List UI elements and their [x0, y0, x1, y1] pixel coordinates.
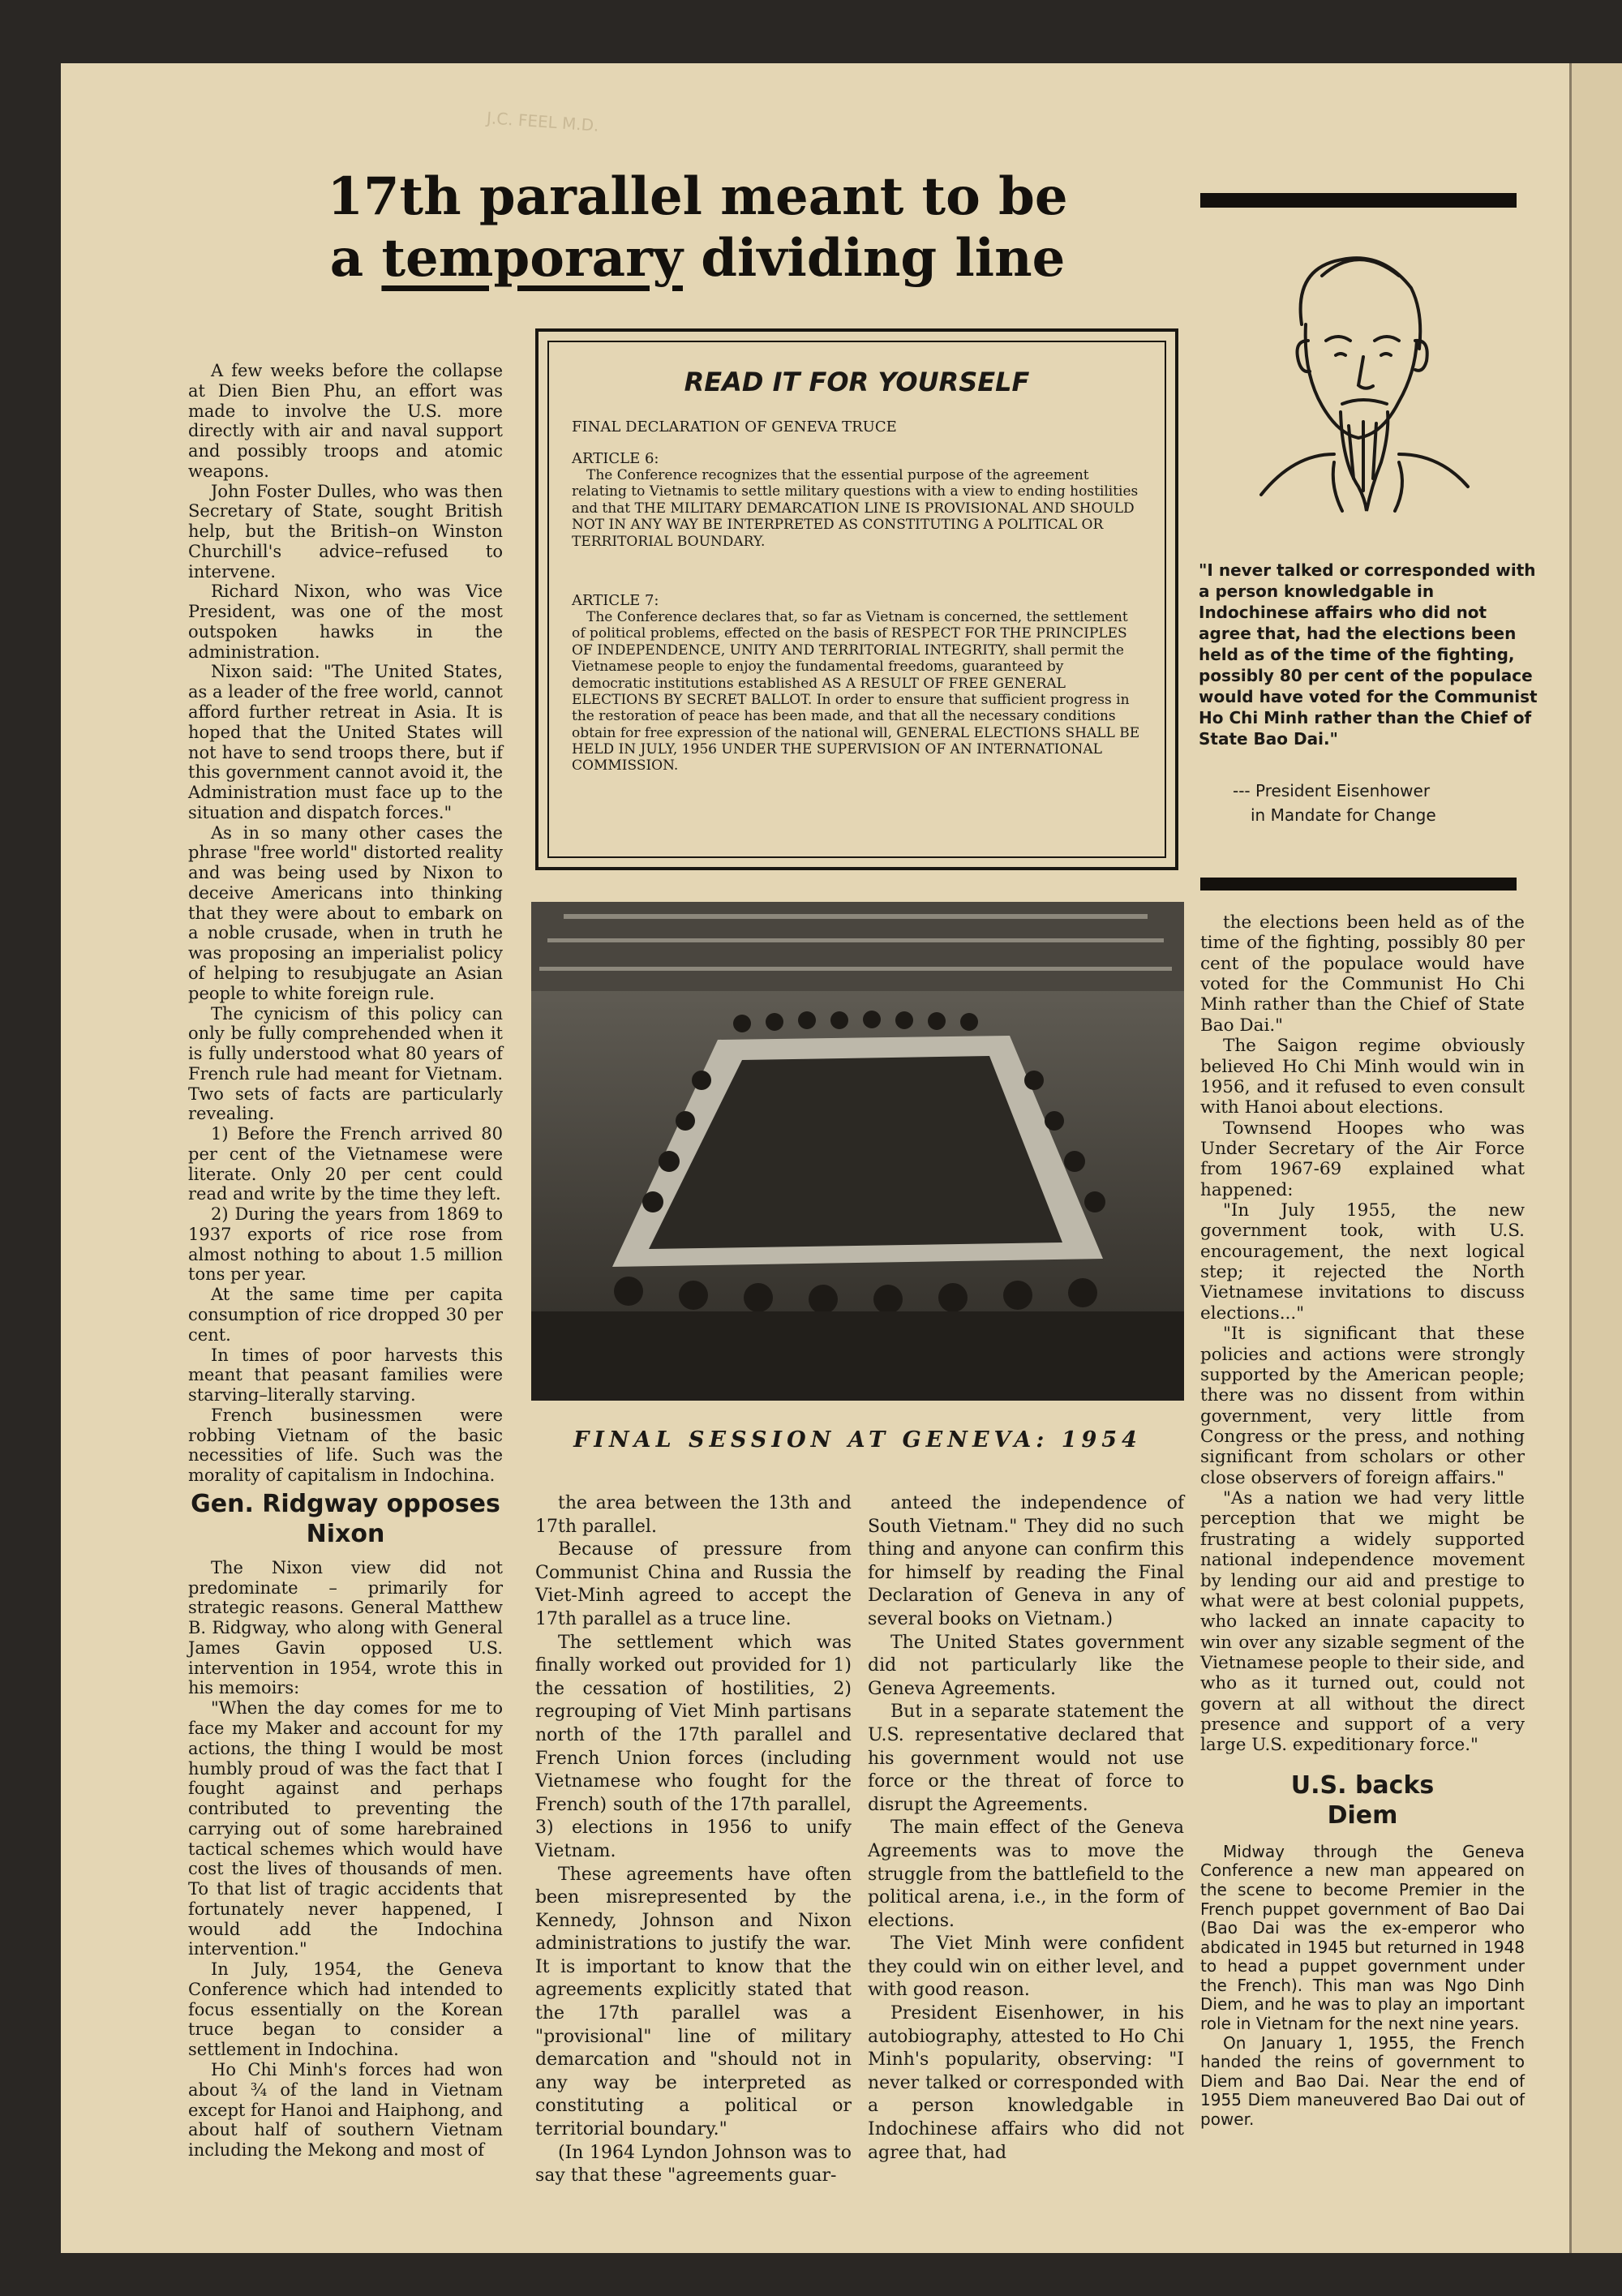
paragraph: Richard Nixon, who was Vice President, was one of the most outspoken hawks in the administration.: [188, 582, 503, 662]
paragraph: anteed the independence of South Vietnam." They did no such thing and anyone can confirm this for himself by reading the Final Declaration of Geneva in any of several books on Vietnam.): [868, 1493, 1184, 1629]
paragraph: "As a nation we had very little perception that we might be frustrating a widely supported national independence movement by lending our aid and prestige to what were at best colonial puppets, who lacked an innate capacity to win over any sizable segment of the Vietnamese people to their side, and who as it turned out, could not govern at all without the direct presence and support of a very large U.S. expeditionary force.": [1200, 1488, 1525, 1756]
paragraph: John Foster Dulles, who was then Secretary of State, sought British help, but the British–on Winston Churchill's advice–refused to intervene.: [188, 481, 503, 582]
headline-word-temporary: temporary: [381, 227, 683, 289]
paragraph: (In 1964 Lyndon Johnson was to say that these "agreements guar-: [535, 2142, 852, 2187]
article6-text: The Conference recognizes that the essential purpose of the agreement relating to Vietnamis to settle military questions with a view to ending hostilities and that THE MILITARY DEMARCATION LINE IS PROVISIONAL AND SHOULD NOT IN ANY WAY BE INTERPRETED AS CONSTITUTING A POLITICAL OR TERRITORIAL BOUNDARY.: [572, 467, 1139, 550]
col1b-paragraphs: [188, 1558, 503, 2161]
top-right-rule: [1200, 193, 1517, 208]
quote-author: --- President Eisenhower: [1233, 781, 1431, 800]
article7-label: ARTICLE 7:: [572, 591, 659, 609]
photo-illustration: [531, 902, 1184, 1401]
paragraph: the elections been held as of the time of the fighting, possibly 80 per cent of the populace would have voted for the Communist Ho Chi Minh rather than the Chief of State Bao Dai.": [1200, 912, 1525, 1036]
headline: [268, 166, 1127, 289]
article6-label: ARTICLE 6:: [572, 450, 659, 467]
paragraph: As in so many other cases the phrase "free world" distorted reality and was being used by Nixon to deceive Americans into thinking that they were about to embark on a noble crusade, when in truth he was proposing an imperialist policy of helping to resubjugate an Asian people to white foreign rule.: [188, 822, 503, 1003]
paragraph: "In July 1955, the new government took, with U.S. encouragement, the next logical step; it rejected the North Vietnamese invitations to discuss elections...": [1200, 1200, 1525, 1324]
ho-chi-minh-portrait: [1245, 219, 1472, 535]
photo-caption: FINAL SESSION AT GENEVA: 1954: [573, 1427, 1142, 1453]
paragraph: Midway through the Geneva Conference a new man appeared on the scene to become Premier in the French puppet government of Bao Dai (Bao Dai was the ex-emperor who abdicated in 1945 but returned in 1948 to head a puppet government under the French). This man was Ngo Dinh Diem, and he was to play an important role in Vietnam for the next nine years.: [1200, 1841, 1525, 2034]
paragraph: At the same time per capita consumption of rice dropped 30 per cent.: [188, 1285, 503, 1345]
paragraph: The Nixon view did not predominate – primarily for strategic reasons. General Matthew B. Ridgway, who along with General James Gavin opposed U.S. intervention in 1954, wrote this in his memoirs:: [188, 1557, 503, 1698]
headline-word-a: a: [329, 227, 364, 289]
stamp-mark: J.C. FEEL M.D.: [486, 108, 600, 135]
subhead-diem: U.S. backs Diem: [1290, 1770, 1435, 1830]
geneva-conference-photo: [531, 902, 1184, 1401]
quote-attribution: [1233, 779, 1541, 827]
paragraph: The settlement which was finally worked out provided for 1) the cessation of hostilities, 2) regrouping of Viet Minh partisans north of the 17th parallel and French Union forces (including Vietnamese who fought for the French) south of the 17th parallel, 3) elections in 1956 to unify Vietnam.: [535, 1632, 852, 1861]
paragraph: A few weeks before the collapse at Dien Bien Phu, an effort was made to involve the U.S. more directly with air and naval support and possibly troops and atomic weapons.: [188, 361, 503, 481]
paragraph: French businessmen were robbing Vietnam of the basic necessities of life. Such was the morality of capitalism in Indochina.: [188, 1405, 503, 1486]
paragraph: 2) During the years from 1869 to 1937 exports of rice rose from almost nothing to about 1.5 million tons per year.: [188, 1204, 503, 1285]
article7-text: The Conference declares that, so far as Vietnam is concerned, the settlement of political problems, effected on the basis of RESPECT FOR THE PRINCIPLES OF INDEPENDENCE, UNITY AND TERRITORIAL INTEGRITY, shall permit the Vietnamese people to enjoy the fundamental freedoms, guaranteed by democratic institutions established AS A RESULT OF FREE GENERAL ELECTIONS BY SECRET BALLOT. In order to ensure that sufficient progress in the restoration of peace has been made, and that all the necessary conditions obtain for free expression of the national will, GENERAL ELECTIONS SHALL BE HELD IN JULY, 1956 UNDER THE SUPERVISION OF AN INTERNATIONAL COMMISSION.: [572, 608, 1140, 775]
paragraph: "When the day comes for me to face my Maker and account for my actions, the thing I would be most humbly proud of was the fact that I fought against and perhaps contributed to preventing the carrying out of some harebrained tactical schemes which would have cost the lives of thousands of men. To that list of tragic accidents that fortunately never happened, I would add the Indochina intervention.": [188, 1698, 503, 1959]
column-1: [188, 361, 503, 2161]
adjacent-page-edge: [1569, 63, 1622, 2253]
paragraph: The United States government did not particularly like the Geneva Agreements.: [868, 1632, 1184, 1699]
quote-source: in Mandate for Change: [1251, 805, 1436, 825]
box-declaration: FINAL DECLARATION OF GENEVA TRUCE: [572, 418, 897, 436]
headline-line2: [268, 228, 1127, 290]
paragraph: Townsend Hoopes who was Under Secretary of the Air Force from 1967-69 explained what happened:: [1200, 1118, 1525, 1200]
paragraph: On January 1, 1955, the French handed the reins of government to Diem and Bao Dai. Near the end of 1955 Diem maneuvered Bao Dai out of power.: [1200, 2032, 1525, 2130]
paragraph: "It is significant that these policies and actions were strongly supported by the American people; there was no dissent from within government, very little from Congress or the press, and nothing significant from scholars or other close observers of foreign affairs.": [1200, 1324, 1525, 1488]
geneva-declaration-box: [535, 328, 1178, 870]
col4-paragraphs: [1200, 912, 1525, 1756]
paragraph: The main effect of the Geneva Agreements was to move the struggle from the battlefield to the political arena, i.e., in the form of elections.: [868, 1817, 1184, 1931]
paragraph: the area between the 13th and 17th parallel.: [535, 1493, 852, 1537]
headline-line1: 17th parallel meant to be: [327, 166, 1068, 227]
paragraph: The cynicism of this policy can only be fully comprehended when it is fully understood what 80 years of French rule had meant for Vietnam. Two sets of facts are particularly revealing.: [188, 1003, 503, 1124]
col1-paragraphs: [188, 361, 503, 1486]
headline-word-rest: dividing line: [701, 227, 1066, 289]
paragraph: The Viet Minh were confident they could win on either level, and with good reason.: [868, 1933, 1184, 2001]
column-4: [1200, 912, 1525, 2130]
paragraph: But in a separate statement the U.S. representative declared that his government would not use force or the threat of force to disrupt the Agreements.: [868, 1702, 1184, 1815]
paragraph: In July, 1954, the Geneva Conference which had intended to focus essentially on the Korean truce began to consider a settlement in Indochina.: [188, 1959, 503, 2060]
paragraph: 1) Before the French arrived 80 per cent of the Vietnamese were literate. Only 20 per cent could read and write by the time they left.: [188, 1124, 503, 1204]
quote-bottom-rule: [1200, 878, 1517, 891]
column-2: [535, 1492, 852, 2188]
paragraph: President Eisenhower, in his autobiography, attested to Ho Chi Minh's popularity, observing: "I never talked or corresponded with a person knowledgable in Indochinese affairs who did not agree that, had: [868, 2003, 1184, 2163]
paragraph: The Saigon regime obviously believed Ho Chi Minh would win in 1956, and it refused to even consult with Hanoi about elections.: [1200, 1036, 1525, 1118]
paragraph: These agreements have often been misrepresented by the Kennedy, Johnson and Nixon administrations to justify the war. It is important to know that the agreements explicitly stated that the 17th parallel was a "provisional" line of military demarcation and "should not in any way be interpreted as constituting a political or territorial boundary.": [535, 1864, 852, 2140]
eisenhower-quote: "I never talked or corresponded with a person knowledgable in Indochinese affairs who did not agree that, had the elections been held as of the time of the fighting, possibly 80 per cent of the populace would have voted for the Communist Ho Chi Minh rather than the Chief of State Bao Dai.": [1199, 560, 1538, 749]
paragraph: In times of poor harvests this meant that peasant families were starving–literally starving.: [188, 1345, 503, 1405]
column-3: [868, 1492, 1184, 2165]
paragraph: Ho Chi Minh's forces had won about ¾ of the land in Vietnam except for Hanoi and Haiphong, and about half of southern Vietnam including the Mekong and most of: [188, 2060, 503, 2161]
col4b-paragraphs: [1200, 1843, 1525, 2130]
paragraph: Nixon said: "The United States, as a leader of the free world, cannot afford further retreat in Asia. It is hoped that the United States will not have to send troops there, but if this government cannot avoid it, the Administration must face up to the situation and dispatch forces.": [188, 662, 503, 822]
paragraph: Because of pressure from Communist China and Russia the Viet-Minh agreed to accept the 17th parallel as a truce line.: [535, 1539, 852, 1629]
subhead-ridgway: Gen. Ridgway opposes Nixon: [191, 1489, 500, 1549]
box-title: READ IT FOR YOURSELF: [684, 367, 1030, 397]
